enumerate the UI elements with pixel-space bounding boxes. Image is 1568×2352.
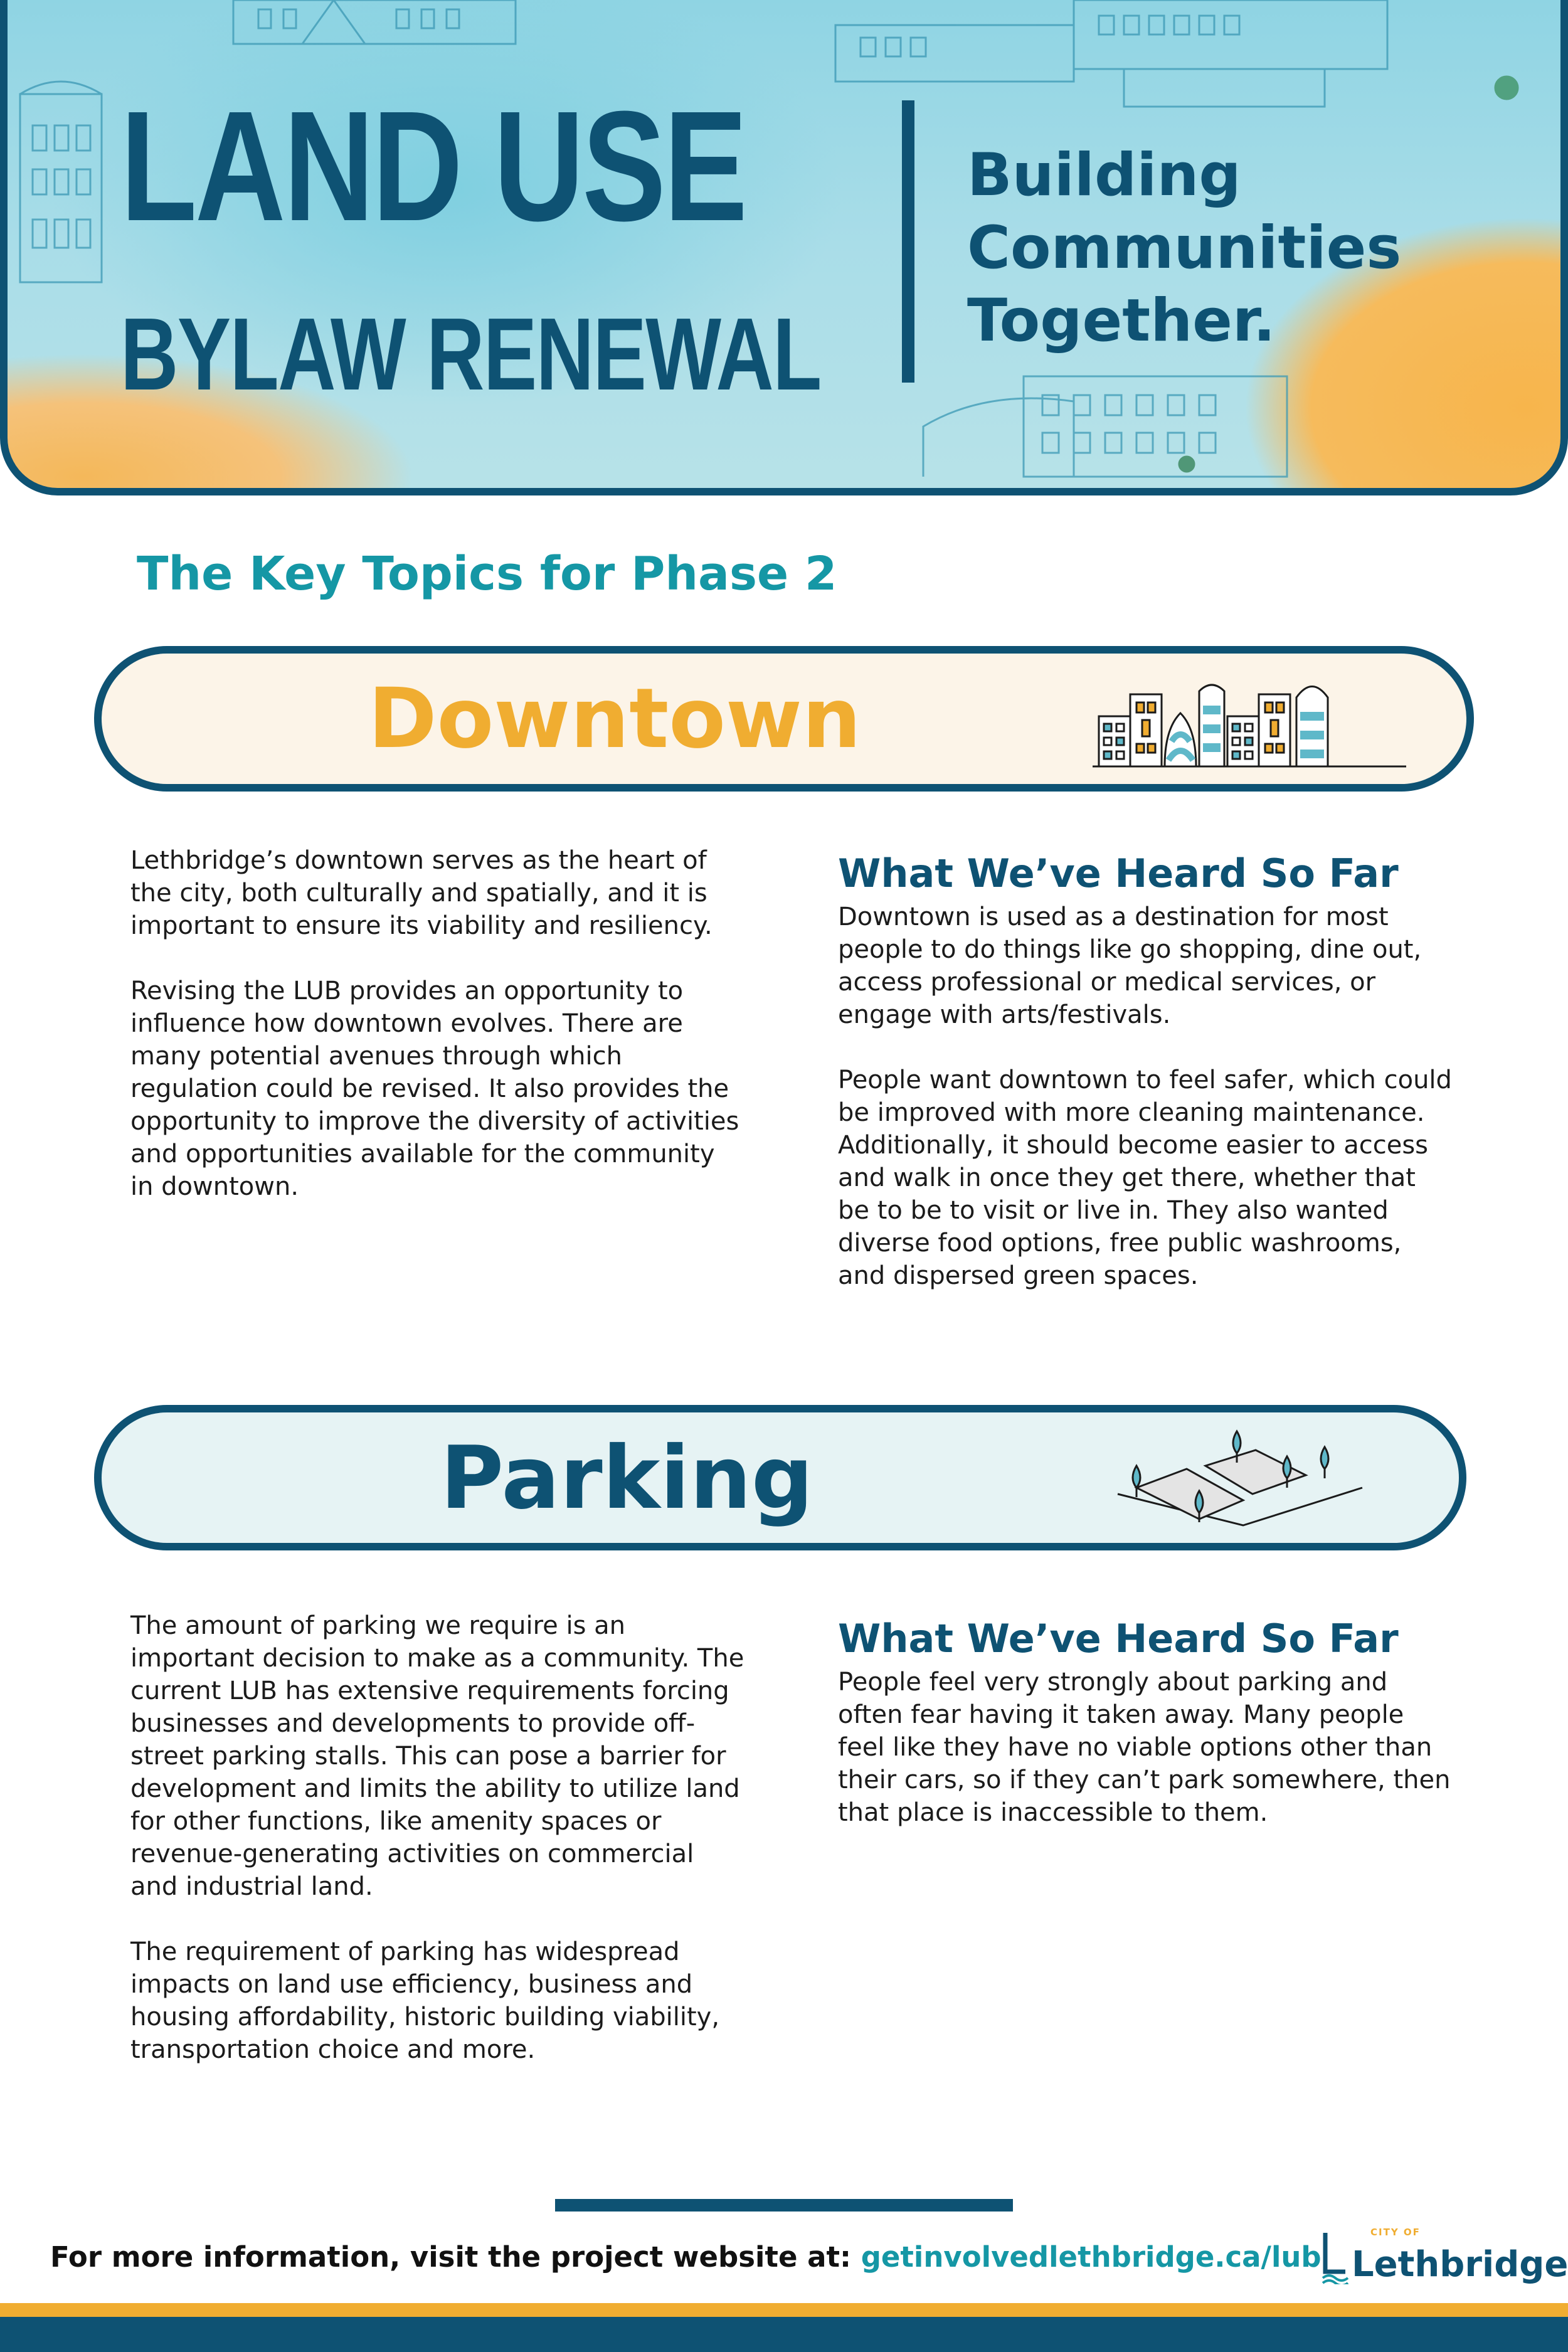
tagline-line: Together. (967, 287, 1276, 355)
project-website-link[interactable]: getinvolvedlethbridge.ca/lub (861, 2240, 1322, 2274)
section-title-downtown: Downtown (368, 670, 861, 767)
section-header-downtown (94, 646, 1474, 792)
paragraph: Lethbridge’s downtown serves as the heart of the city, both culturally and spatially, and it is important to ensure its viability and resiliency. (130, 846, 712, 940)
title-bylaw-renewal: BYLAW RENEWAL (120, 297, 821, 411)
title-divider (902, 100, 914, 383)
tagline (967, 139, 1444, 358)
downtown-buildings-icon (1093, 672, 1406, 773)
footer-info (50, 2240, 1322, 2274)
logo-city-of: CITY OF (1370, 2227, 1421, 2238)
header-banner (0, 0, 1568, 495)
paragraph: The requirement of parking has widespread impacts on land use efficiency, business and housing affordability, historic building viability, transportation choice and more. (130, 1937, 720, 2064)
footer-divider (555, 2199, 1013, 2212)
paragraph: The amount of parking we require is an important decision to make as a community. The current LUB has extensive requirements forcing businesses and developments to provide off-street parking stalls. This can pose a barrier for development and limits the ability to utilize land for other functions, like amenity spaces or revenue-generating activities on commercial and industrial land. (130, 1611, 744, 1901)
footer-stripe-gold (0, 2303, 1568, 2317)
footer-stripe-navy (0, 2317, 1568, 2352)
paragraph: People feel very strongly about parking and often fear having it taken away. Many people feel like they have no viable options other than their cars, so if they can’t park somewhere, then that place is inaccessible to them. (838, 1668, 1451, 1827)
city-of-lethbridge-logo (1320, 2225, 1568, 2294)
parking-lot-trees-icon (1111, 1425, 1387, 1544)
paragraph: People want downtown to feel safer, which could be improved with more cleaning maintenance. Additionally, it should become easier to access and walk in once they get there, whether that be to be to visit or live in. They also wanted diverse food options, free public washrooms, and dispersed green spaces. (838, 1066, 1452, 1290)
heard-so-far-heading: What We’ve Heard So Far (838, 1616, 1399, 1661)
paragraph: Revising the LUB provides an opportunity to influence how downtown evolves. There are many potential avenues through which regulation could be revised. It also provides the opportunity to improve the diversity of activities and opportunities available for the community in downtown. (130, 977, 739, 1201)
title-land-use: LAND USE (120, 78, 746, 253)
section-header-parking (94, 1405, 1466, 1550)
heard-so-far-heading: What We’ve Heard So Far (838, 850, 1399, 896)
logo-mark-icon (1320, 2228, 1352, 2284)
tagline-line: Building (967, 141, 1241, 209)
downtown-intro (130, 844, 745, 1236)
section-title-parking: Parking (440, 1427, 813, 1528)
tagline-line: Communities (967, 214, 1402, 282)
paragraph: Downtown is used as a destination for most people to do things like go shopping, dine out, access professional or medical services, or engage with arts/festivals. (838, 903, 1422, 1029)
key-topics-heading: The Key Topics for Phase 2 (137, 547, 837, 601)
parking-intro (130, 1609, 745, 2099)
logo-lethbridge: Lethbridge (1352, 2244, 1568, 2285)
downtown-heard (838, 852, 1453, 1325)
footer-lead: For more information, visit the project website at: (50, 2240, 861, 2274)
parking-heard (838, 1617, 1453, 1862)
